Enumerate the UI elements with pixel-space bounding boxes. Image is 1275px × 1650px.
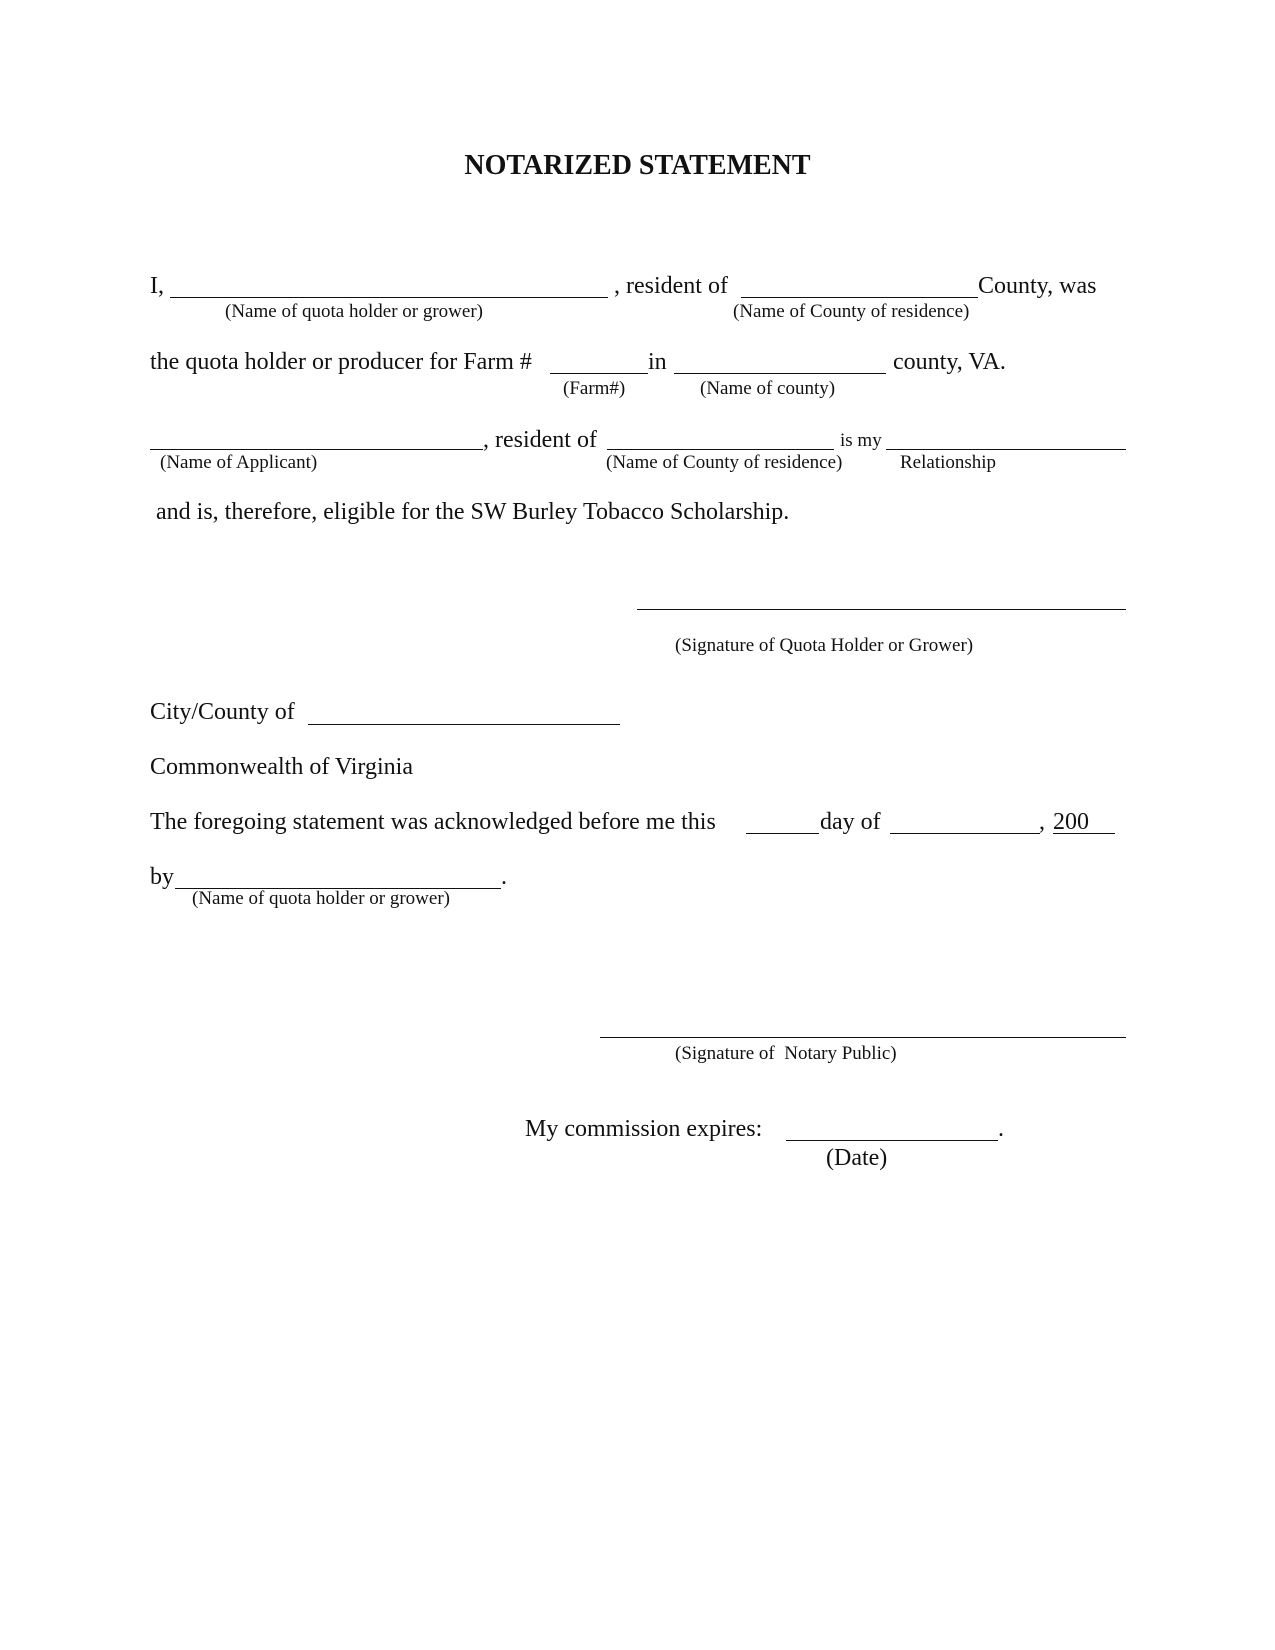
eligibility-statement: and is, therefore, eligible for the SW Burley Tobacco Scholarship. <box>156 499 790 525</box>
caption-applicant-county: (Name of County of residence) <box>606 452 843 473</box>
caption-by-quota-holder: (Name of quota holder or grower) <box>192 888 450 909</box>
commission-date-field[interactable] <box>786 1140 998 1141</box>
line1-prefix: I, <box>150 273 164 299</box>
caption-county-of-residence: (Name of County of residence) <box>733 301 970 322</box>
applicant-county-field[interactable] <box>607 449 834 450</box>
line1-suffix: County, was <box>978 273 1097 299</box>
by-line-prefix: by <box>150 864 174 890</box>
grower-signature-line[interactable] <box>637 609 1126 610</box>
caption-commission-date: (Date) <box>826 1145 888 1171</box>
page-title: NOTARIZED STATEMENT <box>464 150 811 181</box>
acknowledgement-year-prefix: 200 <box>1053 809 1089 835</box>
acknowledgement-day-of: day of <box>820 809 881 835</box>
line2-prefix: the quota holder or producer for Farm # <box>150 349 532 375</box>
quota-holder-name-field[interactable] <box>170 297 608 298</box>
notary-signature-line[interactable] <box>600 1037 1126 1038</box>
acknowledgement-comma: , <box>1039 809 1045 835</box>
caption-farm-county: (Name of county) <box>700 378 836 399</box>
line3-is-my: is my <box>840 430 882 451</box>
by-line-period: . <box>501 864 507 890</box>
county-of-residence-field[interactable] <box>741 297 978 298</box>
caption-farm-number: (Farm#) <box>563 378 626 399</box>
caption-applicant-name: (Name of Applicant) <box>160 452 318 473</box>
relationship-field[interactable] <box>886 449 1126 450</box>
caption-quota-holder-name: (Name of quota holder or grower) <box>225 301 483 322</box>
caption-relationship: Relationship <box>900 452 997 473</box>
caption-notary-signature: (Signature of Notary Public) <box>675 1043 897 1064</box>
line2-in: in <box>648 349 667 375</box>
city-county-label: City/County of <box>150 699 295 725</box>
acknowledgement-month-field[interactable] <box>890 833 1040 834</box>
line1-resident-of: , resident of <box>614 273 728 299</box>
commission-period: . <box>998 1116 1004 1142</box>
farm-county-field[interactable] <box>674 373 886 374</box>
acknowledgement-year-field[interactable] <box>1053 833 1115 834</box>
caption-grower-signature: (Signature of Quota Holder or Grower) <box>675 635 974 656</box>
city-county-field[interactable] <box>308 724 620 725</box>
line3-resident-of: , resident of <box>483 427 597 453</box>
commission-label: My commission expires: <box>525 1116 763 1142</box>
commonwealth-label: Commonwealth of Virginia <box>150 754 413 780</box>
applicant-name-field[interactable] <box>150 449 483 450</box>
acknowledgement-prefix: The foregoing statement was acknowledged before me this <box>150 809 716 835</box>
farm-number-field[interactable] <box>550 373 648 374</box>
acknowledgement-day-field[interactable] <box>746 833 819 834</box>
line2-suffix: county, VA. <box>893 349 1006 375</box>
